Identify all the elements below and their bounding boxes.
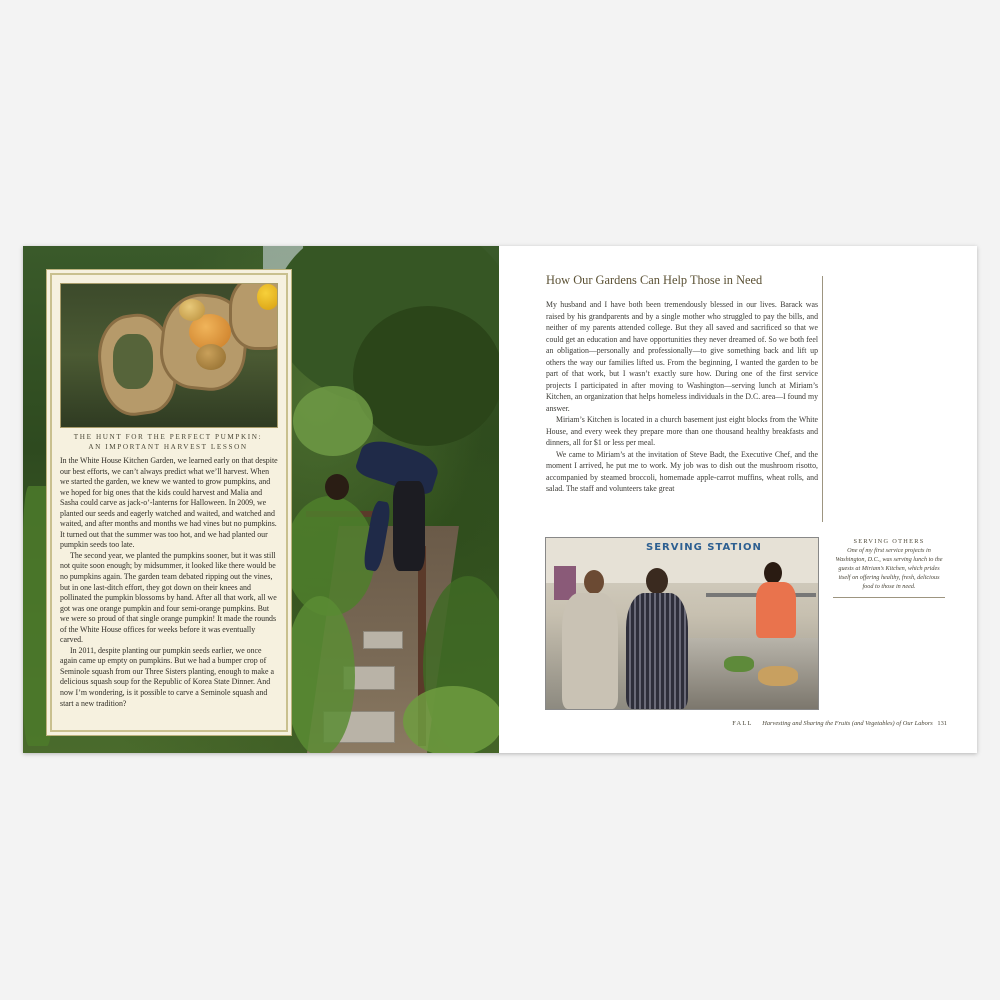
foliage (293, 386, 373, 456)
footer-section: FALL (732, 720, 753, 727)
sidebar-heading-line: AN IMPORTANT HARVEST LESSON (88, 442, 248, 451)
server-head (764, 562, 782, 584)
broccoli-tray (724, 656, 754, 672)
footer-chapter: Harvesting and Sharing the Fruits (and Vegetables) of Our Labors (762, 720, 933, 727)
tree-canopy (353, 306, 499, 446)
body-paragraph: My husband and I have both been tremendously blessed in our lives. Barack was raised by his grandparents and by a single mother who struggled to pay the bills, and neither of my parents attended college. But they all saved and sacrificed so that we could get an education and have opportunities they never dreamed of. So we both feel an obligation—personally and professionally—to give something back and lift up others the way our families lifted us. From the beginning, I wanted the garden to be part of that work, but I wasn’t exactly sure how. During one of the first service projects I participated in after moving to Washington—serving lunch at Miriam’s Kitchen, an organization that helps homeless individuals in the D.C. area—I found my answer. (546, 300, 818, 413)
guest-person (562, 593, 618, 709)
book-spread (23, 246, 977, 753)
sidebar-body (60, 456, 278, 709)
body-paragraph: We came to Miriam’s at the invitation of Steve Badt, the Executive Chef, and the moment I arrived, he put me to work. My job was to dish out the mushroom risotto, accompanied by steamed broccoli, homemade apple-carrot muffins, wheat rolls, and salad. The staff and volunteers take great (546, 449, 818, 493)
photo-caption (833, 537, 945, 598)
pumpkin-basket-photo (60, 283, 278, 428)
gardener-legs (393, 481, 425, 571)
sidebar-heading-line: THE HUNT FOR THE PERFECT PUMPKIN: (73, 433, 263, 441)
pumpkin (196, 344, 226, 370)
section-title: How Our Gardens Can Help Those in Need (546, 273, 763, 287)
foliage (285, 496, 375, 616)
guest-head (584, 570, 604, 594)
guest-person (626, 593, 688, 709)
sidebar-paragraph: The second year, we planted the pumpkins sooner, but it was still not quite soon enough; by midsummer, it looked like there would be no pumpkins again. The garden team debated ripping out the vines, but in one last-ditch effort, they got down on their knees and pollinated the pumpkin blossoms by hand. After all that work, all we got was one orange pumpkin and four semi-orange pumpkins. But we were so proud of that single orange pumpkin! It made the rounds of the White House offices for weeks before it was eventually carved. (60, 550, 277, 645)
muffin-tray (758, 666, 798, 686)
guest-head (646, 568, 668, 594)
caption-text: One of my first service projects in Washington, D.C., was serving lunch to the guests at Miriam’s Kitchen, which prides itself on offering healthy, fresh, delicious food to those in need. (835, 547, 943, 591)
sidebar-heading (60, 433, 276, 452)
pumpkin (179, 299, 205, 321)
kitchen-serving-photo (545, 537, 819, 710)
server-person (756, 582, 796, 638)
foliage (285, 596, 355, 753)
harvest-lesson-sidebar (50, 273, 288, 732)
caption-heading: SERVING OTHERS (853, 538, 925, 545)
gardener-head (325, 474, 349, 500)
sidebar-paragraph: In the White House Kitchen Garden, we learned early on that despite our best efforts, we can’t always predict what we’ll harvest. When we started the garden, we knew we wanted to grow pumpkins, and we hoped for big ones that the kids could harvest and Malia and Sasha could carve as jack-o’-lanterns for Halloween. In 2009, we planted our seeds and eagerly watched and waited, and watched and waited, and after months and months we had vines but no pumpkins. It turned out that the summer was too hot, and we had planted our pumpkin seeds too late. (60, 456, 278, 550)
sidebar-paragraph: In 2011, despite planting our pumpkin seeds earlier, we once again came up empty on pumpkins. But we had a bumper crop of Seminole squash from our Three Sisters planting, enough to make a delicious squash soup for the Republic of Korea State Dinner. And now I’m wondering, is it possible to carve a Seminole squash and start a new tradition? (60, 645, 274, 708)
garden-photo-page (23, 246, 499, 753)
text-page (499, 246, 977, 753)
squash (113, 334, 153, 389)
pumpkin (257, 284, 278, 310)
caption-rule (833, 597, 945, 598)
page-number: 131 (937, 720, 947, 727)
page-footer (732, 720, 947, 727)
serving-station-sign: SERVING STATION (646, 542, 762, 553)
foliage (23, 486, 53, 746)
main-body (546, 299, 818, 495)
body-paragraph: Miriam’s Kitchen is located in a church basement just eight blocks from the White House, and every week they prepare more than one thousand healthy breakfasts and dinners, all for $1 or less per meal. (546, 415, 818, 447)
stepping-stone (363, 631, 403, 649)
foliage (403, 686, 499, 753)
column-divider (822, 276, 823, 522)
